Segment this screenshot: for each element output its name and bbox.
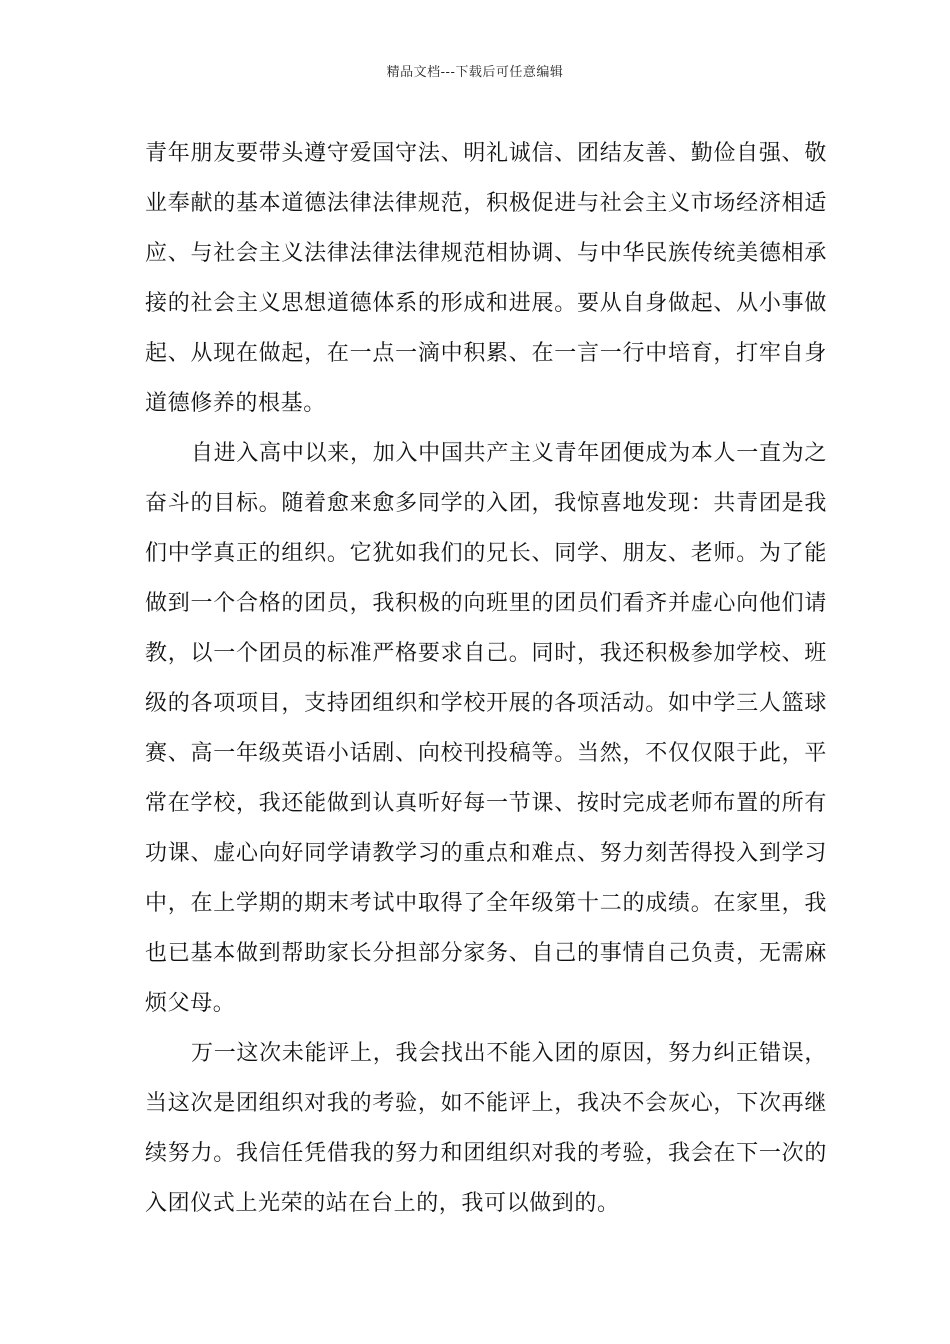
paragraph-3: 万一这次未能评上，我会找出不能入团的原因，努力纠正错误，当这次是团组织对我的考验，如不能评上，我决不会灰心，下次再继续努力。我信任凭借我的努力和团组织对我的考验，我会在下一次的入团仪式上光荣的站在台上的，我可以做到的。 [145, 1041, 827, 1216]
page-header: 精品文档---下载后可任意编辑 [386, 65, 564, 80]
document-body [145, 129, 827, 1229]
paragraph-1: 青年朋友要带头遵守爱国守法、明礼诚信、团结友善、勤俭自强、敬业奉献的基本道德法律法律规范，积极促进与社会主义市场经济相适应、与社会主义法律法律法律规范相协调、与中华民族传统美德相承接的社会主义思想道德体系的形成和进展。要从自身做起、从小事做起、从现在做起，在一点一滴中积累、在一言一行中培育，打牢自身道德修养的根基。 [145, 141, 827, 416]
paragraph-2: 自进入高中以来，加入中国共产主义青年团便成为本人一直为之奋斗的目标。随着愈来愈多同学的入团，我惊喜地发现：共青团是我们中学真正的组织。它犹如我们的兄长、同学、朋友、老师。为了能做到一个合格的团员，我积极的向班里的团员们看齐并虚心向他们请教，以一个团员的标准严格要求自己。同时，我还积极参加学校、班级的各项项目，支持团组织和学校开展的各项活动。如中学三人篮球赛、高一年级英语小话剧、向校刊投稿等。当然，不仅仅限于此，平常在学校，我还能做到认真听好每一节课、按时完成老师布置的所有功课、虚心向好同学请教学习的重点和难点、努力刻苦得投入到学习中，在上学期的期末考试中取得了全年级第十二的成绩。在家里，我也已基本做到帮助家长分担部分家务、自己的事情自己负责，无需麻烦父母。 [145, 441, 827, 1016]
